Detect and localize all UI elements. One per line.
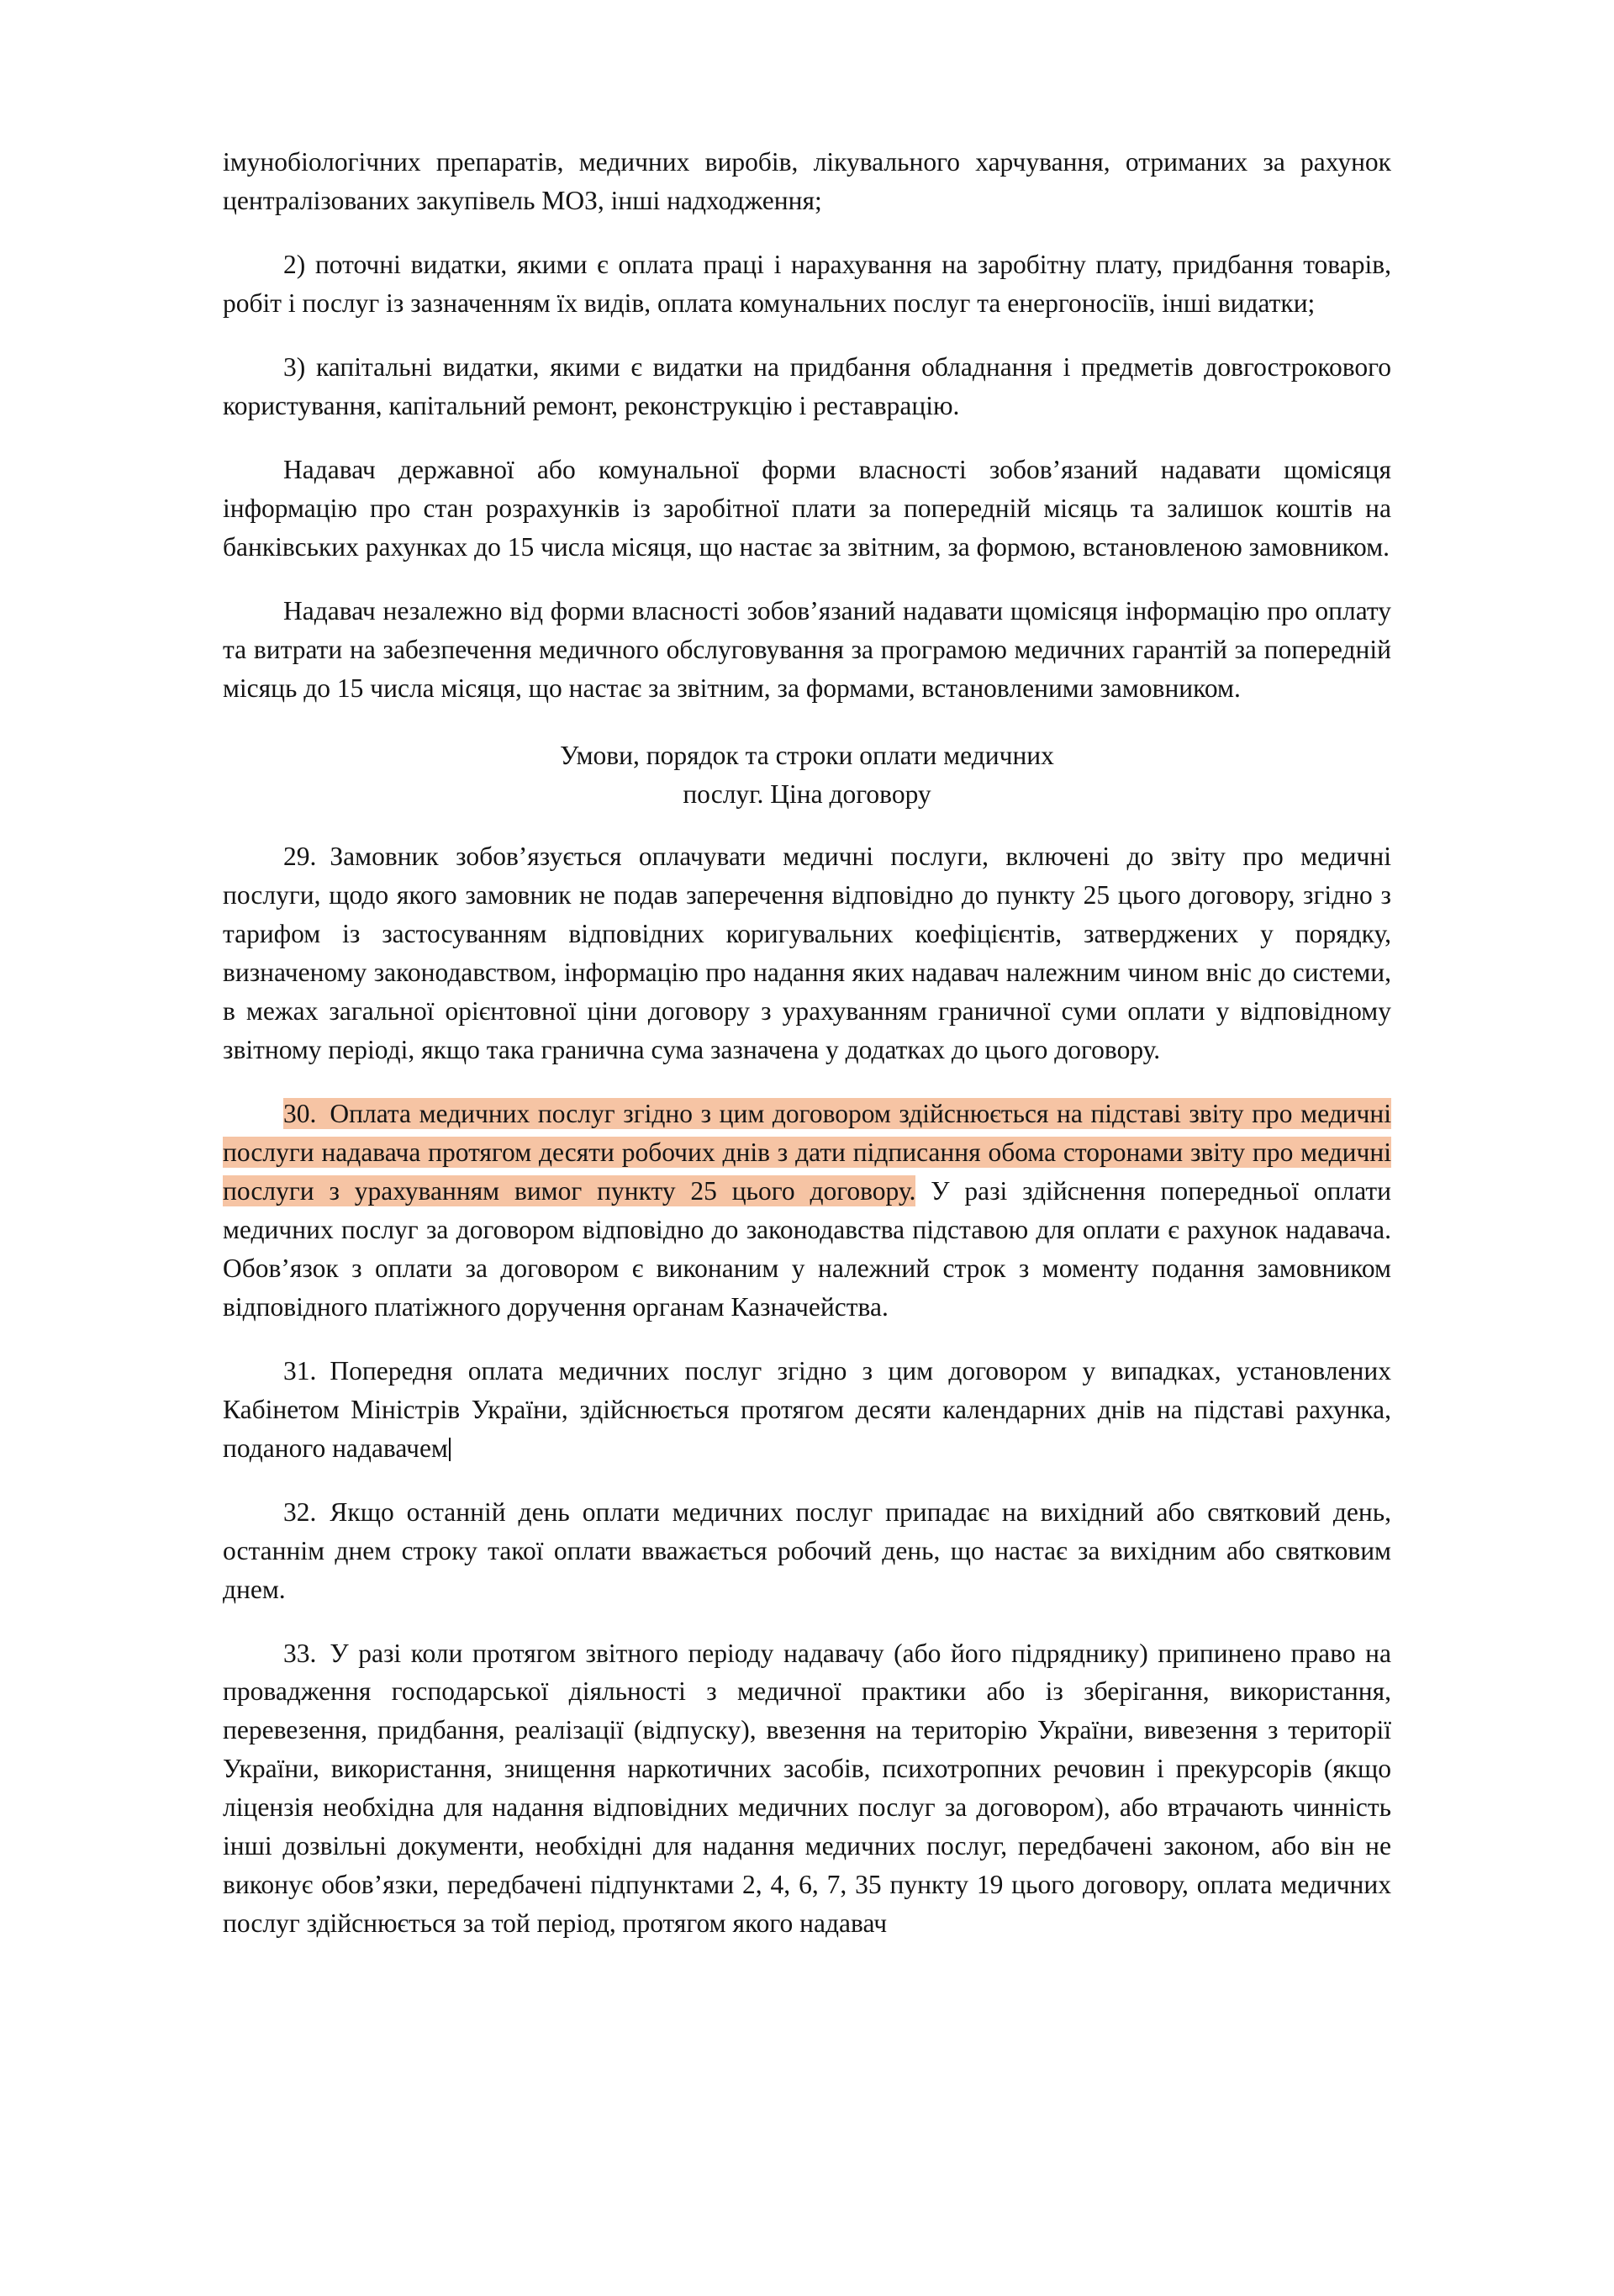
paragraph-item-2: 2) поточні видатки, якими є оплата праці і нарахування на заробітну плату, придбання товарів, робіт і послуг із зазначенням їх видів, оплата комунальних послуг та енергоносіїв, інші видатки; [223,249,1391,318]
clause-31-number: 31. [283,1355,317,1386]
paragraph-item-3: 3) капітальні видатки, якими є видатки на придбання обладнання і предметів довгострокового користування, капітальний ремонт, реконструкцію і реставрацію. [223,351,1391,420]
paragraph-provider-any-form: Надавач незалежно від форми власності зобов’язаний надавати щомісяця інформацію про оплату та витрати на забезпечення медичного обслуговування за програмою медичних гарантій за попередній місяць до 15 числа місяця, що настає за звітним, за формами, встановленими замовником. [223,595,1391,703]
section-heading-line-1: Умови, порядок та строки оплати медичних [560,740,1054,770]
section-heading [223,736,1391,814]
clause-33-number: 33. [283,1638,317,1668]
paragraph-intro: імунобіологічних препаратів, медичних виробів, лікувального харчування, отриманих за рахунок централізованих закупівель МОЗ, інші надходження; [223,147,1391,215]
clause-30-number: 30. [283,1098,317,1128]
clause-33 [223,1634,1391,1944]
document-body [223,143,1391,1943]
clause-30-text: У разі здійснення попередньої оплати медичних послуг за договором відповідно до законодавства підставою для оплати є рахунок надавача. Обов’язок з оплати за договором є виконаним у належний строк з моменту подання замовником відповідного платіжного доручення органам Казначейства. [223,1175,1392,1322]
clause-33-text: У разі коли протягом звітного періоду надавачу (або його підряднику) припинено право на провадження господарської діяльності з медичної практики або із зберігання, використання, перевезення, придбання, реалізації (відпуску), ввезення на територію України, вивезення з території України, використання, знищення наркотичних засобів, психотропних речовин і прекурсорів (якщо ліцензія необхідна для надання відповідних медичних послуг за договором), або втрачають чинність інші дозвільні документи, необхідні для надання медичних послуг, передбачені законом, або він не виконує обов’язки, передбачені підпунктами 2, 4, 6, 7, 35 пункту 19 цього договору, оплата медичних послуг здійснюється за той період, протягом якого надавач [223,1638,1391,1939]
clause-31-text: Попередня оплата медичних послуг згідно з цим договором у випадках, установлених Кабінетом Міністрів України, здійснюється протягом десяти календарних днів на підставі рахунка, поданого надавачем [223,1355,1391,1463]
paragraph-provider-state-form: Надавач державної або комунальної форми власності зобов’язаний надавати щомісяця інформацію про стан розрахунків із заробітної плати за попередній місяць та залишок коштів на банківських рахунках до 15 числа місяця, що настає за звітним, за формою, встановленою замовником. [223,454,1391,562]
clause-30 [223,1095,1391,1327]
clause-30-highlighted-text: Оплата медичних послуг згідно з цим договором здійснюється на підставі звіту про медичні послуги надавача протягом десяти робочих днів з дати підписання обома сторонами звіту про медичні послуги з урахуванням вимог пункту 25 цього договору. [223,1098,1391,1206]
clause-29-text: Замовник зобов’язується оплачувати медичні послуги, включені до звіту про медичні послуги, щодо якого замовник не подав заперечення відповідно до пункту 25 цього договору, згідно з тарифом із застосуванням відповідних коригувальних коефіцієнтів, затверджених у порядку, визначеному законодавством, інформацію про надання яких надавач належним чином вніс до системи, в межах загальної орієнтовної ціни договору з урахуванням граничної суми оплати у відповідному звітному періоді, якщо така гранична сума зазначена у додатках до цього договору. [223,841,1391,1064]
clause-29 [223,837,1391,1069]
clause-32-number: 32. [283,1496,317,1527]
clause-31 [223,1352,1391,1468]
text-cursor [449,1438,451,1461]
clause-32 [223,1493,1391,1609]
section-heading-line-2: послуг. Ціна договору [683,779,931,809]
clause-32-text: Якщо останній день оплати медичних послуг припадає на вихідний або святковий день, останнім днем строку такої оплати вважається робочий день, що настає за вихідним або святковим днем. [223,1496,1391,1604]
clause-29-number: 29. [283,841,317,871]
